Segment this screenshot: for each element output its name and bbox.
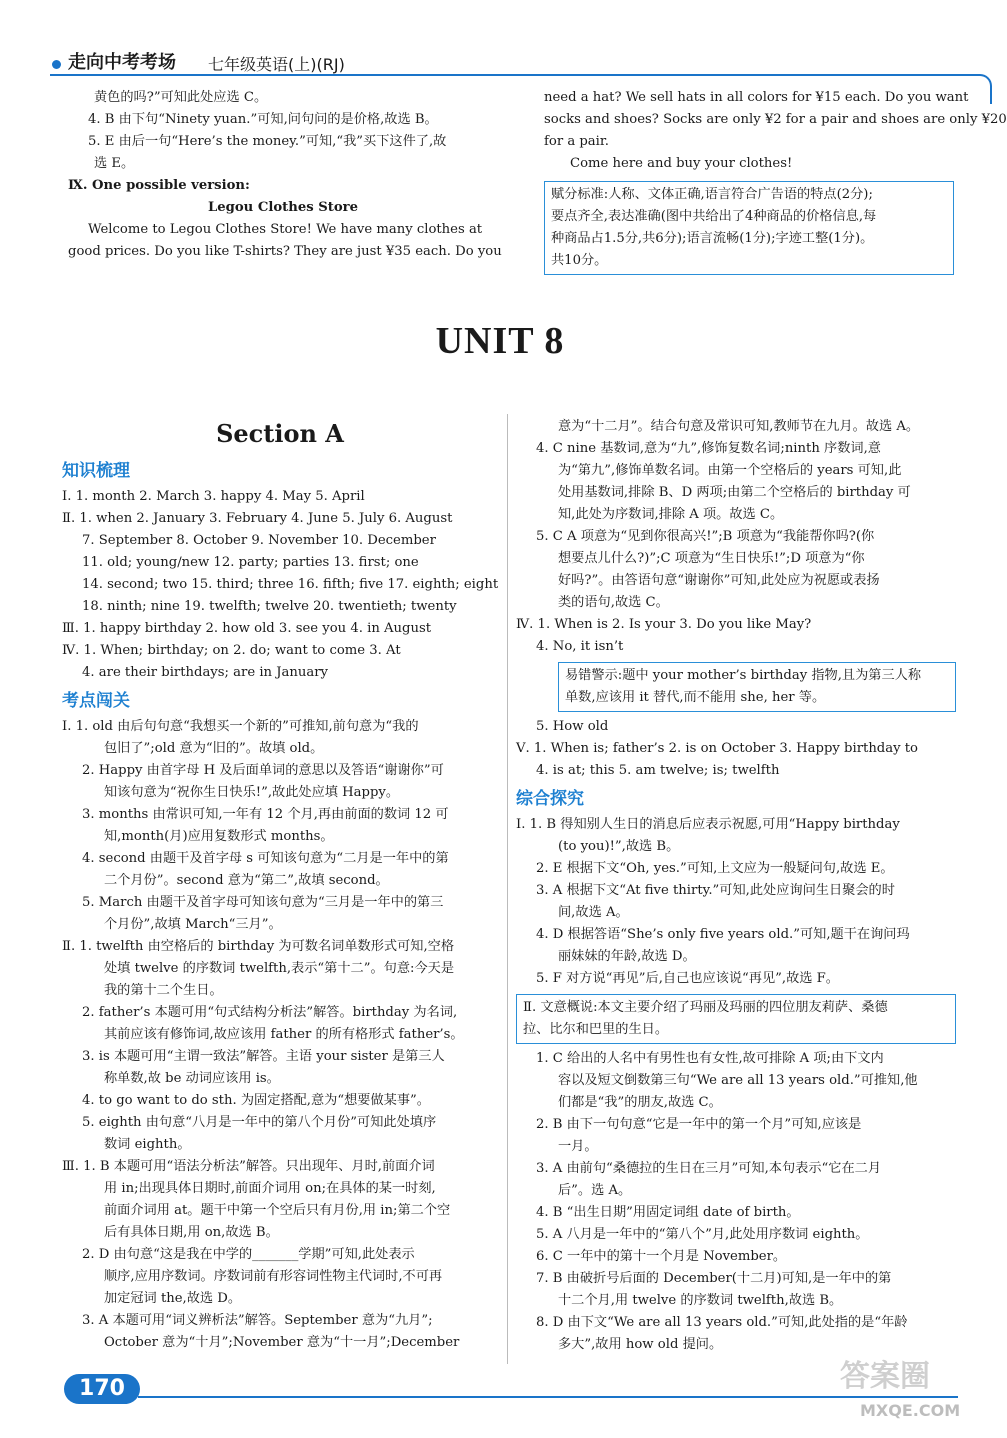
left_col-line: 3. A 本题可用“词义辨析法”解答。September 意为“九月”; (82, 1313, 433, 1328)
left_col-line: 我的第十二个生日。 (104, 983, 223, 998)
left_col-line: 2. D 由句意“这是我在中学的_______学期”可知,此处表示 (82, 1247, 415, 1262)
top_left-line: 4. B 由下句“Ninety yuan.”可知,问句问的是价格,故选 B。 (88, 112, 438, 127)
left_col-line: 2. Happy 由首字母 H 及后面单词的意思以及答语“谢谢你”可 (82, 763, 444, 778)
right_col-line: 3. A 由前句“桑德拉的生日在三月”可知,本句表示“它在二月 (536, 1161, 882, 1176)
top_right-line: for a pair. (544, 134, 609, 149)
left_col-line: Ⅰ. 1. month 2. March 3. happy 4. May 5. April (62, 489, 365, 504)
top_left-line: 5. E 由后一句“Here’s the money.”可知,“我”买下这件了,故 (88, 134, 447, 149)
watermark-logo: 答案圈 (840, 1359, 930, 1394)
right_col-line: 4. D 根据答语“She’s only five years old.”可知,题干在询问玛 (536, 927, 910, 942)
scoring-line: 种商品占1.5分,共6分);语言流畅(1分);字迹工整(1分)。 (551, 231, 874, 246)
note-box-line: 拉、比尔和巴里的生日。 (523, 1022, 669, 1037)
left_col-line: Ⅱ. 1. when 2. January 3. February 4. June 5. July 6. August (62, 511, 453, 526)
left_col-line: 14. second; two 15. third; three 16. fifth; five 17. eighth; eight (82, 577, 499, 592)
left_col-line: 个月份”,故填 March“三月”。 (104, 917, 282, 932)
left_col-line: 知,month(月)应用复数形式 months。 (104, 829, 334, 844)
top_right-line: need a hat? We sell hats in all colors for ¥15 each. Do you want (544, 90, 969, 105)
note-box (516, 994, 956, 1044)
left_col-line: Ⅳ. 1. When; birthday; on 2. do; want to come 3. At (62, 643, 401, 658)
page-header (40, 50, 960, 80)
top_left-line: Ⅸ. One possible version: (68, 178, 250, 193)
left_col-line: 称单数,故 be 动词应该用 is。 (104, 1071, 280, 1086)
left_col-line: 18. ninth; nine 19. twelfth; twelve 20. twentieth; twenty (82, 599, 457, 614)
left_col-line: 后有具体日期,用 on,故选 B。 (104, 1225, 279, 1240)
top_right-line: socks and shoes? Socks are only ¥2 for a pair and shoes are only ¥20 (544, 112, 1007, 127)
left_col-line: 数词 eighth。 (104, 1137, 191, 1152)
right_col-line: 们都是“我”的朋友,故选 C。 (558, 1095, 722, 1110)
left_col-line: Ⅲ. 1. happy birthday 2. how old 3. see you 4. in August (62, 621, 432, 636)
right_col-line: 4. C nine 基数词,意为“九”,修饰复数名词;ninth 序数词,意 (536, 441, 881, 456)
right_col-line: 多大”,故用 how old 提问。 (558, 1337, 723, 1352)
bullet-dot-icon (52, 60, 61, 69)
left_col-line: 5. March 由题干及首字母可知该句意为“三月是一年中的第三 (82, 895, 444, 910)
book-title: 走向中考考场 (68, 52, 176, 73)
left_col-line: Ⅱ. 1. twelfth 由空格后的 birthday 为可数名词单数形式可知,空格 (62, 939, 455, 954)
left_col-line: 4. to go want to do sth. 为固定搭配,意为“想要做某事”。 (82, 1093, 430, 1108)
right_col-line: Ⅳ. 1. When is 2. Is your 3. Do you like May? (516, 617, 812, 632)
right_col-line: 4. No, it isn’t (536, 639, 624, 654)
top_left-line: 黄色的吗?”可知此处应选 C。 (94, 90, 268, 105)
left_col-line: October 意为“十月”;November 意为“十一月”;December (104, 1335, 460, 1350)
book-subtitle: 七年级英语(上)(RJ) (208, 55, 345, 74)
right_col-line: 7. B 由破折号后面的 December(十二月)可知,是一年中的第 (536, 1271, 892, 1286)
note-box (558, 662, 956, 712)
note-box-line: 单数,应该用 it 替代,而不能用 she, her 等。 (565, 690, 826, 705)
right_col-line: (to you)!”,故选 B。 (558, 839, 680, 854)
scoring-line: 共10分。 (551, 253, 608, 268)
left_col-line: 2. father’s 本题可用“句式结构分析法”解答。birthday 为名词, (82, 1005, 458, 1020)
right_col-line: 5. C A 项意为“见到你很高兴!”;B 项意为“我能帮你吗?(你 (536, 529, 875, 544)
right_col-line: 间,故选 A。 (558, 905, 629, 920)
right_col-line: 5. A 八月是一年中的“第八个”月,此处用序数词 eighth。 (536, 1227, 869, 1242)
right_col-line: Ⅰ. 1. B 得知别人生日的消息后应表示祝愿,可用“Happy birthday (516, 817, 900, 832)
right_col-line: 2. B 由下一句句意“它是一年中的第一个月”可知,应该是 (536, 1117, 862, 1132)
section-title: Section A (216, 419, 344, 448)
left_col-line: 加定冠词 the,故选 D。 (104, 1291, 242, 1306)
right_col-line: 意为“十二月”。结合句意及常识可知,教师节在九月。故选 A。 (558, 419, 920, 434)
unit-title: UNIT 8 (435, 320, 565, 362)
page-number: 170 (64, 1374, 140, 1404)
left_col-line: Ⅰ. 1. old 由后句句意“我想买一个新的”可推知,前句意为“我的 (62, 719, 419, 734)
scoring-line: 赋分标准:人称、文体正确,语言符合广告语的特点(2分); (551, 187, 873, 202)
note-box-line: 易错警示:题中 your mother’s birthday 指物,且为第三人称 (565, 668, 922, 683)
footer-rule (138, 1396, 958, 1398)
right_col-line: 知,此处为序数词,排除 A 项。故选 C。 (558, 507, 784, 522)
left-column (62, 414, 498, 1354)
top_left-line: good prices. Do you like T-shirts? They are just ¥35 each. Do you (68, 244, 502, 259)
right_col-line: 4. is at; this 5. am twelve; is; twelfth (536, 763, 780, 778)
right_col-line: 5. How old (536, 719, 609, 734)
left_col-line: 11. old; young/new 12. party; parties 13. first; one (82, 555, 419, 570)
left_col-line: 包旧了”;old 意为“旧的”。故填 old。 (104, 741, 324, 756)
left_col-line: Ⅲ. 1. B 本题可用“语法分析法”解答。只出现年、月时,前面介词 (62, 1159, 435, 1174)
column-divider (507, 414, 508, 1364)
right_col-line: 想要点儿什么?)”;C 项意为“生日快乐!”;D 项意为“你 (558, 551, 865, 566)
scoring-line: 要点齐全,表达准确(图中共给出了4种商品的价格信息,每 (551, 209, 877, 224)
top-right-column (544, 87, 1007, 279)
scoring-standard-box (544, 181, 954, 275)
subsection-heading: 考点闯关 (62, 691, 130, 711)
right_col-line: 好吗?”。由答语句意“谢谢你”可知,此处应为祝愿或表扬 (558, 573, 880, 588)
left_col-line: 3. is 本题可用“主谓一致法”解答。主语 your sister 是第三人 (82, 1049, 445, 1064)
right_col-line: 一月。 (558, 1139, 598, 1154)
left_col-line: 3. months 由常识可知,一年有 12 个月,再由前面的数词 12 可 (82, 807, 449, 822)
top_left-line: Welcome to Legou Clothes Store! We have many clothes at (88, 222, 483, 237)
left_col-line: 7. September 8. October 9. November 10. December (82, 533, 436, 548)
right_col-line: 1. C 给出的人名中有男性也有女性,故可排除 A 项;由下文内 (536, 1051, 884, 1066)
right_col-line: 十二个月,用 twelve 的序数词 twelfth,故选 B。 (558, 1293, 843, 1308)
right_col-line: 8. D 由下文“We are all 13 years old.”可知,此处指的是“年龄 (536, 1315, 908, 1330)
right_col-line: 4. B “出生日期”用固定词组 date of birth。 (536, 1205, 800, 1220)
left_col-line: 处填 twelve 的序数词 twelfth,表示“第十二”。句意:今天是 (104, 961, 455, 976)
left_col-line: 顺序,应用序数词。序数词前有形容词性物主代词时,不可再 (104, 1269, 443, 1284)
right_col-line: 容以及短文倒数第三句“We are all 13 years old.”可推知,他 (558, 1073, 918, 1088)
top-left-column (68, 87, 502, 263)
right-column (516, 416, 956, 1356)
right_col-line: 类的语句,故选 C。 (558, 595, 669, 610)
note-box-line: Ⅱ. 文意概说:本文主要介绍了玛丽及玛丽的四位朋友莉萨、桑德 (523, 1000, 888, 1015)
right_col-line: Ⅴ. 1. When is; father’s 2. is on October 3. Happy birthday to (516, 741, 918, 756)
page-footer (20, 1360, 980, 1430)
left_col-line: 其前应该有修饰词,故应该用 father 的所有格形式 father’s。 (104, 1027, 464, 1042)
top_left-line: 选 E。 (94, 156, 135, 171)
left_col-line: 用 in;出现具体日期时,前面介词用 on;在具体的某一时刻, (104, 1181, 436, 1196)
subsection-heading: 知识梳理 (62, 461, 130, 481)
right_col-line: 后”。选 A。 (558, 1183, 632, 1198)
left_col-line: 4. second 由题干及首字母 s 可知该句意为“二月是一年中的第 (82, 851, 449, 866)
top_left-line: Legou Clothes Store (208, 200, 358, 215)
left_col-line: 4. are their birthdays; are in January (82, 665, 328, 680)
right_col-line: 3. A 根据下文“At five thirty.”可知,此处应询问生日聚会的时 (536, 883, 895, 898)
right_col-line: 2. E 根据下文“Oh, yes.”可知,上文应为一般疑问句,故选 E。 (536, 861, 894, 876)
right_col-line: 处用基数词,排除 B、D 两项;由第二个空格后的 birthday 可 (558, 485, 911, 500)
left_col-line: 知该句意为“祝你生日快乐!”,故此处应填 Happy。 (104, 785, 400, 800)
right_col-line: 6. C 一年中的第十一个月是 November。 (536, 1249, 787, 1264)
right_col-line: 5. F 对方说“再见”后,自己也应该说“再见”,故选 F。 (536, 971, 839, 986)
right_col-line: 丽妹妹的年龄,故选 D。 (558, 949, 696, 964)
top_right-line: Come here and buy your clothes! (570, 156, 793, 171)
left_col-line: 二个月份”。second 意为“第二”,故填 second。 (104, 873, 389, 888)
left_col-line: 前面介词用 at。题干中第一个空后只有月份,用 in;第二个空 (104, 1203, 451, 1218)
right_col-line: 为“第九”,修饰单数名词。由第一个空格后的 years 可知,此 (558, 463, 902, 478)
subsection-heading: 综合探究 (516, 789, 584, 809)
left_col-line: 5. eighth 由句意“八月是一年中的第八个月份”可知此处填序 (82, 1115, 437, 1130)
watermark-url: MXQE.COM (860, 1401, 961, 1420)
